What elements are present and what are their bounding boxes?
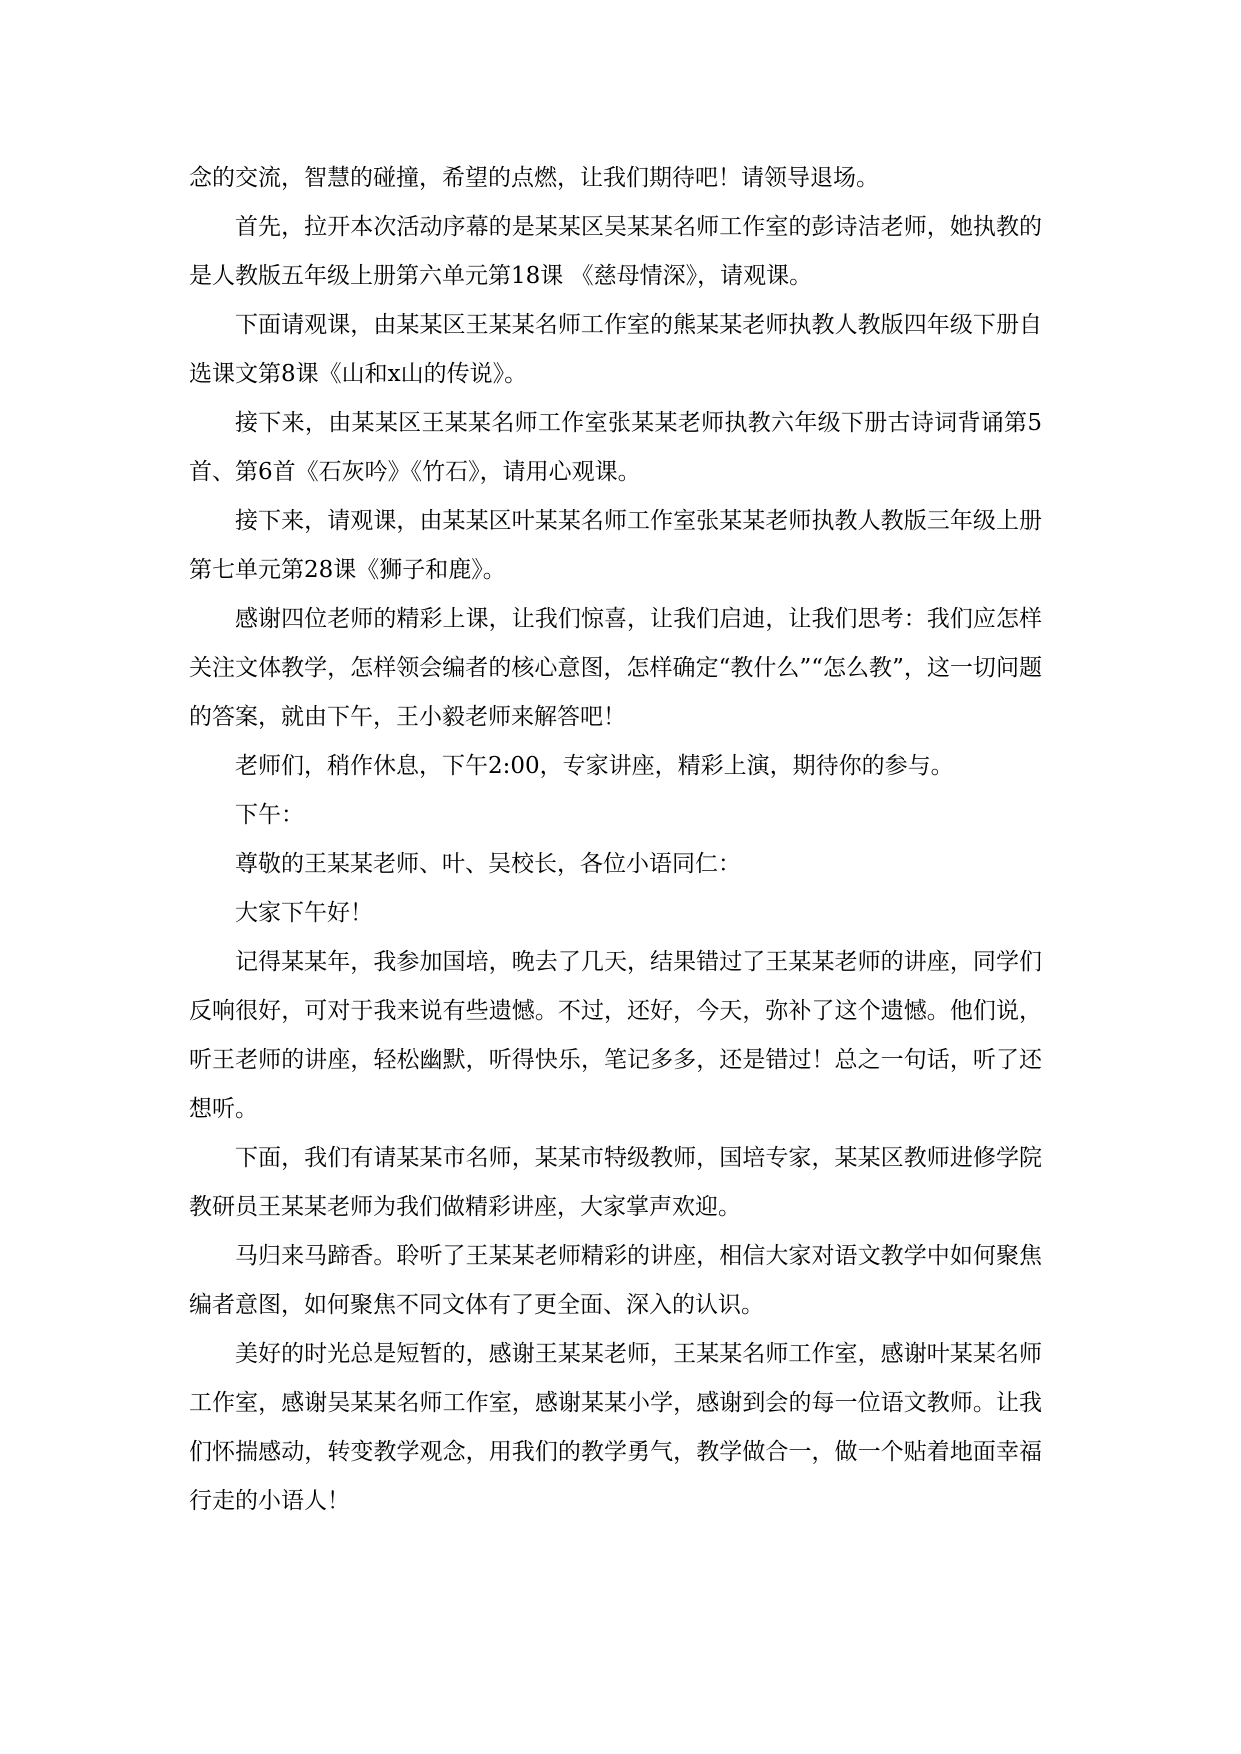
salutation: 尊敬的王某某老师、叶、吴校长，各位小语同仁： (235, 851, 741, 877)
greeting: 大家下午好！ (235, 900, 373, 926)
paragraph: 下面请观课，由某某区王某某名师工作室的熊某某老师执教人教版四年级下册自选课文第8课《山和x山的传说》。 (189, 312, 1042, 387)
paragraph-continued: 念的交流，智慧的碰撞，希望的点燃，让我们期待吧！请领导退场。 (189, 165, 879, 191)
document-page (189, 154, 1042, 1526)
paragraph: 接下来，由某某区王某某名师工作室张某某老师执教六年级下册古诗词背诵第5首、第6首《石灰吟》《竹石》，请用心观课。 (189, 410, 1042, 485)
paragraph: 美好的时光总是短暂的，感谢王某某老师，王某某名师工作室，感谢叶某某名师工作室，感谢吴某某名师工作室，感谢某某小学，感谢到会的每一位语文教师。让我们怀揣感动，转变教学观念，用我们的教学勇气，教学做合一，做一个贴着地面幸福行走的小语人！ (189, 1341, 1042, 1514)
paragraph: 下面，我们有请某某市名师，某某市特级教师，国培专家，某某区教师进修学院教研员王某某老师为我们做精彩讲座，大家掌声欢迎。 (189, 1145, 1042, 1220)
paragraph: 首先，拉开本次活动序幕的是某某区吴某某名师工作室的彭诗洁老师，她执教的是人教版五年级上册第六单元第18课 《慈母情深》，请观课。 (189, 214, 1042, 289)
paragraph: 接下来，请观课，由某某区叶某某名师工作室张某某老师执教人教版三年级上册第七单元第28课《狮子和鹿》。 (189, 508, 1042, 583)
paragraph: 记得某某年，我参加国培，晚去了几天，结果错过了王某某老师的讲座，同学们反响很好，可对于我来说有些遗憾。不过，还好，今天，弥补了这个遗憾。他们说，听王老师的讲座，轻松幽默，听得快乐，笔记多多，还是错过！总之一句话，听了还想听。 (189, 949, 1042, 1122)
paragraph: 马归来马蹄香。聆听了王某某老师精彩的讲座，相信大家对语文教学中如何聚焦编者意图，如何聚焦不同文体有了更全面、深入的认识。 (189, 1243, 1042, 1318)
section-heading-afternoon: 下午： (235, 802, 304, 828)
paragraph: 老师们，稍作休息，下午2:00，专家讲座，精彩上演，期待你的参与。 (235, 753, 954, 779)
paragraph: 感谢四位老师的精彩上课，让我们惊喜，让我们启迪，让我们思考：我们应怎样关注文体教学，怎样领会编者的核心意图，怎样确定“教什么”“怎么教”，这一切问题的答案，就由下午，王小毅老师来解答吧！ (189, 606, 1042, 730)
